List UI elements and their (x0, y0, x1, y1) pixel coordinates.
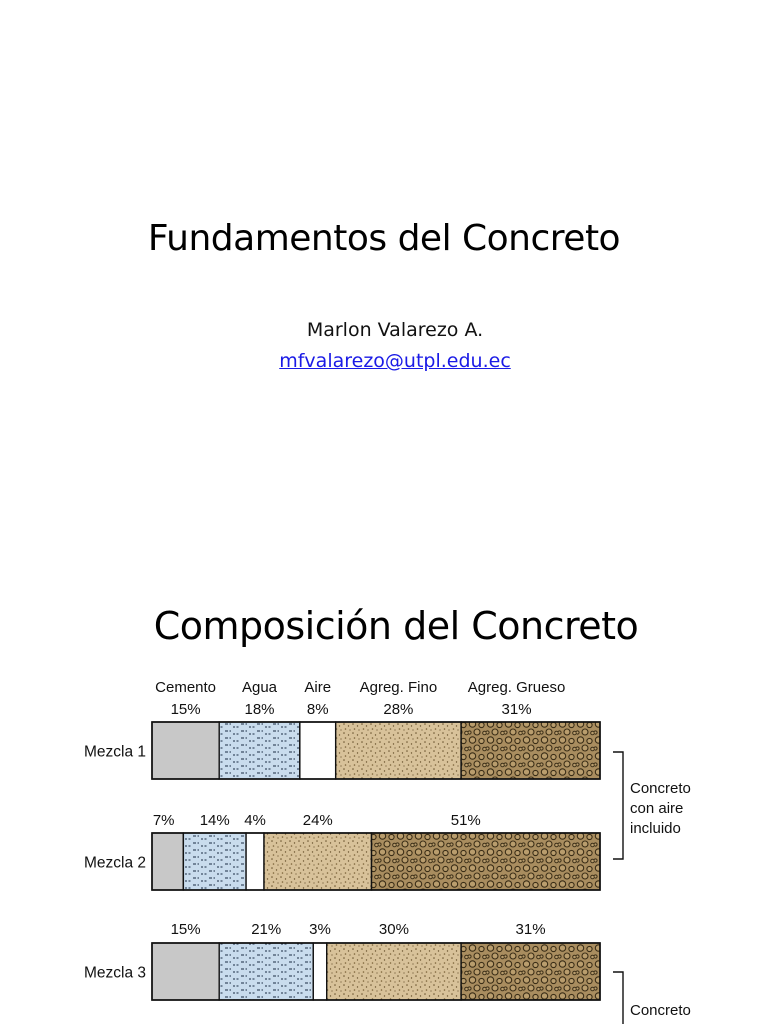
composition-diagram (0, 560, 768, 1024)
mix-label-3: Mezcla 3 (83, 964, 146, 982)
bracket-1 (613, 752, 623, 859)
bar-label-3-agua: 21% (251, 921, 282, 938)
bar-2-agua (183, 833, 246, 890)
bracket-1-line-3: incluido (630, 820, 681, 837)
author-name: Marlon Valarezo A. (306, 319, 484, 341)
bar-label-3-agreg-grueso: 31% (515, 921, 546, 938)
header-aire: Aire (304, 679, 332, 696)
bar-label-2-aire: 4% (244, 812, 266, 829)
presentation-title: Fundamentos del Concreto (147, 218, 621, 259)
bracket-2 (613, 972, 623, 1024)
bar-2-agreg-fino (264, 833, 372, 890)
header-agreg-grueso: Agreg. Grueso (467, 679, 566, 696)
bar-label-3-cemento: 15% (170, 921, 201, 938)
bar-label-2-cemento: 7% (152, 812, 175, 829)
bar-3-agua (219, 943, 313, 1000)
bar-label-2-agua: 14% (199, 812, 230, 829)
mix-label-2: Mezcla 2 (83, 854, 146, 872)
bar-label-3-agreg-fino: 30% (378, 921, 409, 938)
bracket-2-line-1: Concreto (630, 1002, 691, 1019)
header-agua: Agua (241, 679, 278, 696)
bar-3-cemento (152, 943, 219, 1000)
header-pct-agua: 18% (244, 701, 275, 718)
bar-2-cemento (152, 833, 183, 890)
bar-1-agreg-fino (336, 722, 461, 779)
mix-label-1: Mezcla 1 (83, 743, 146, 761)
header-cemento: Cemento (155, 679, 217, 696)
bar-1-aire (300, 722, 336, 779)
header-agreg-fino: Agreg. Fino (359, 679, 438, 696)
bar-3-agreg-grueso (461, 943, 600, 1000)
bar-1-agua (219, 722, 300, 779)
header-pct-agreg-grueso: 31% (501, 701, 532, 718)
bracket-1-line-2: con aire (630, 800, 684, 817)
bar-3-agreg-fino (327, 943, 461, 1000)
slide-composition (0, 560, 768, 1024)
header-pct-agreg-fino: 28% (383, 701, 414, 718)
bar-label-3-aire: 3% (309, 921, 331, 938)
header-pct-aire: 8% (306, 701, 329, 718)
bar-1-cemento (152, 722, 219, 779)
bar-3-aire (313, 943, 326, 1000)
bar-label-2-agreg-grueso: 51% (450, 812, 481, 829)
bar-2-agreg-grueso (372, 833, 600, 890)
author-email-link[interactable]: mfvalarezo@utpl.edu.ec (279, 350, 511, 372)
bar-2-aire (246, 833, 264, 890)
header-pct-cemento: 15% (170, 701, 201, 718)
bar-1-agreg-grueso (461, 722, 600, 779)
bar-label-2-agreg-fino: 24% (302, 812, 333, 829)
bracket-1-line-1: Concreto (630, 780, 691, 797)
slide-title-composition: Composición del Concreto (153, 604, 639, 648)
